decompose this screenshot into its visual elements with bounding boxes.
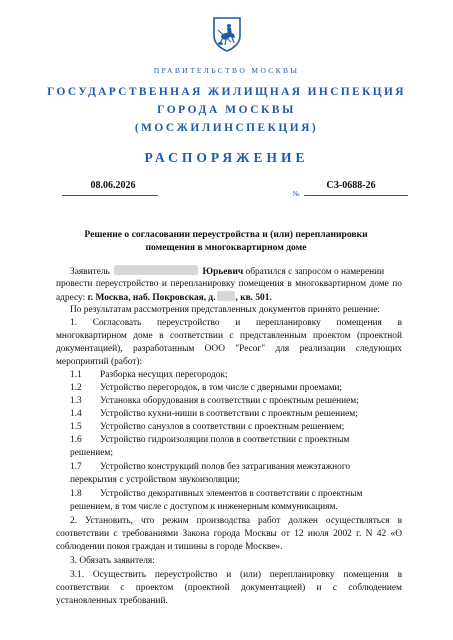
work-item-number: 1.5	[70, 422, 82, 432]
work-item-number: 1.3	[70, 396, 82, 406]
body-line: соответствии с требованиями Закона города Москвы от 12 июля 2002 г. N 42 «О	[56, 529, 402, 539]
work-item-number: 1.6	[70, 435, 82, 445]
order-number: СЗ-0688-26	[326, 180, 376, 191]
body-line: документацией), разработанным ООО "Ресог" для реализации следующих	[56, 344, 402, 354]
body-line	[70, 265, 384, 278]
subject-line1: Решение о согласовании переустройства и (или) перепланировки	[84, 229, 368, 240]
number-underline	[304, 195, 408, 196]
applicant-label: Заявитель	[70, 267, 110, 277]
body-line: мероприятий (работ):	[56, 357, 143, 367]
date-underline	[62, 195, 158, 196]
inspection-title-line2: ГОРОДА МОСКВЫ	[157, 104, 296, 116]
work-item-text: Устройство гидроизоляции полов в соответствии с проектным	[100, 435, 350, 445]
body-line: По результатам рассмотрения представленных документов принято решение:	[70, 305, 380, 315]
document-type-title: РАСПОРЯЖЕНИЕ	[144, 150, 309, 165]
body-line: соблюдении покоя граждан и тишины в городе Москве».	[56, 542, 283, 552]
work-item-text: Устройство перегородок, в том числе с дверными проемами;	[100, 383, 343, 393]
work-item-text: Устройство декоративных элементов в соответствии с проектным	[100, 489, 363, 499]
body-line: 1. Согласовать переустройство и перепланировку помещения в	[70, 318, 402, 328]
subject-heading	[56, 229, 396, 254]
inspection-title-line1: ГОСУДАРСТВЕННАЯ ЖИЛИЩНАЯ ИНСПЕКЦИЯ	[47, 86, 406, 98]
body-line: 2. Установить, что режим производства работ должен осуществляться в	[70, 516, 402, 526]
work-item-text: Устройство кухни-ниши в соответствии с проектным решением;	[100, 409, 358, 419]
work-item-text: Устройство санузлов в соответствии с проектным решением;	[100, 422, 345, 432]
body-line: 3.1. Осуществить переустройство и (или) перепланировку помещения в	[70, 570, 402, 580]
redacted-house-number	[217, 291, 235, 301]
work-item-text: решением, в том числе с доступом к инженерным коммуникациям.	[70, 502, 338, 512]
body-text: адресу:	[56, 293, 86, 303]
applicant-patronymic: Юрьевич	[202, 267, 244, 277]
body-line	[56, 291, 272, 304]
body-text: обратился с запросом о намерении	[245, 267, 385, 277]
subject-line2: помещения в многоквартирном доме	[145, 241, 307, 253]
address-text: г. Москва, наб. Покровская, д.	[87, 293, 216, 303]
body-line: многоквартирном доме в соответствии с представленным проектом (проектной	[56, 331, 402, 341]
body-line: 3. Обязать заявителя:	[70, 556, 155, 566]
number-sign: №	[293, 190, 300, 198]
moscow-coat-of-arms-icon	[212, 16, 242, 52]
work-item-number: 1.8	[70, 489, 82, 499]
work-item-number: 1.2	[70, 383, 82, 393]
body-line: установленных требований.	[56, 596, 168, 606]
work-item-number: 1.4	[70, 409, 82, 419]
work-item-text: перекрытия с устройством звукоизоляции;	[70, 475, 240, 485]
work-item-text: Устройство конструкций полов без затрагивания межэтажного	[100, 462, 351, 472]
government-header: ПРАВИТЕЛЬСТВО МОСКВЫ	[153, 66, 300, 75]
work-item-text: решением;	[70, 448, 113, 458]
work-item-number: 1.7	[70, 462, 82, 472]
body-line: соответствии с проектом (проектной документацией) и с соблюдением	[56, 583, 402, 593]
body-line: провести переустройство и перепланировку помещения в многоквартирном доме по	[56, 279, 402, 289]
address-apartment: , кв. 501.	[235, 293, 272, 303]
work-item-text: Разборка несущих перегородок;	[100, 370, 228, 380]
inspection-title-line3: (МОСЖИЛИНСПЕКЦИЯ)	[134, 122, 319, 134]
redacted-applicant-name	[114, 265, 198, 275]
work-item-number: 1.1	[70, 370, 82, 380]
order-date: 08.06.2026	[90, 180, 136, 191]
work-item-text: Установка оборудования в соответствии с проектным решением;	[100, 396, 359, 406]
